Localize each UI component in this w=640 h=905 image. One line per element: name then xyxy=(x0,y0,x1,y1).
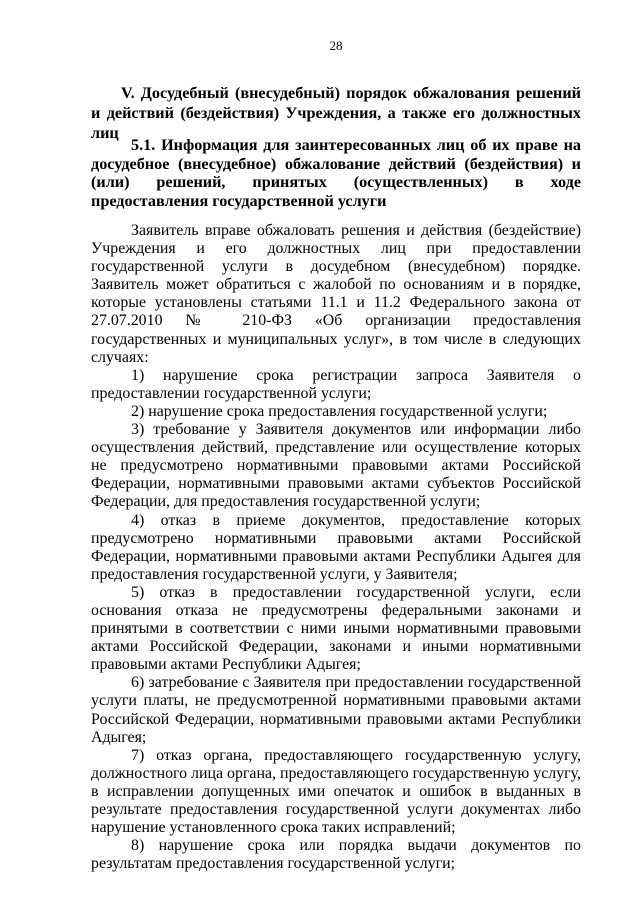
list-item-7: 7) отказ органа, предоставляющего государственную услугу, должностного лица органа, предоставляющего государственную услугу, в исправлении допущенных ими опечаток и ошибок в выданных в результате предоставления государственной услуги документах либо нарушение установленного срока таких исправлений; xyxy=(91,746,581,837)
list-item-1: 1) нарушение срока регистрации запроса Заявителя о предоставлении государственной услуги; xyxy=(91,366,581,402)
list-item-4: 4) отказ в приеме документов, предоставление которых предусмотрено нормативными правовыми актами Российской Федерации, нормативными правовыми актами Республики Адыгея для предоставления государственной услуги, у Заявителя; xyxy=(91,511,581,583)
list-item-2: 2) нарушение срока предоставления государственной услуги; xyxy=(131,402,548,420)
page-number: 28 xyxy=(329,38,343,53)
list-item-8: 8) нарушение срока или порядка выдачи документов по результатам предоставления государственной услуги; xyxy=(91,837,581,873)
list-item-6: 6) затребование с Заявителя при предоставлении государственной услуги платы, не предусмотренной нормативными правовыми актами Российской Федерации, нормативными правовыми актами Республики Адыгея; xyxy=(91,674,581,746)
subsection-heading: 5.1. Информация для заинтересованных лиц об их праве на досудебное (внесудебное) обжалование действий (бездействия) и (или) решений, принятых (осуществленных) в ходе предоставления государственной услуги xyxy=(91,136,581,210)
section-heading: V. Досудебный (внесудебный) порядок обжалования решений и действий (бездействия) Учреждения, а также его должностных лиц xyxy=(91,84,581,142)
body-text xyxy=(91,222,581,873)
intro-paragraph: Заявитель вправе обжаловать решения и действия (бездействие) Учреждения и его должностных лиц при предоставлении государственной услуги в досудебном (внесудебном) порядке. Заявитель может обратиться с жалобой по основаниям и в порядке, которые установлены статьями 11.1 и 11.2 Федерального закона от 27.07.2010 № 210-ФЗ «Об организации предоставления государственных и муниципальных услуг», в том числе в следующих случаях: xyxy=(91,222,581,366)
list-item-5: 5) отказ в предоставлении государственной услуги, если основания отказа не предусмотрены федеральными законами и принятыми в соответствии с ними иными нормативными правовыми актами Российской Федерации, законами и иными нормативными правовыми актами Республики Адыгея; xyxy=(91,583,581,674)
list-item-3: 3) требование у Заявителя документов или информации либо осуществления действий, представление или осуществление которых не предусмотрено нормативными правовыми актами Российской Федерации, нормативными правовыми актами субъектов Российской Федерации, для предоставления государственной услуги; xyxy=(91,421,581,511)
